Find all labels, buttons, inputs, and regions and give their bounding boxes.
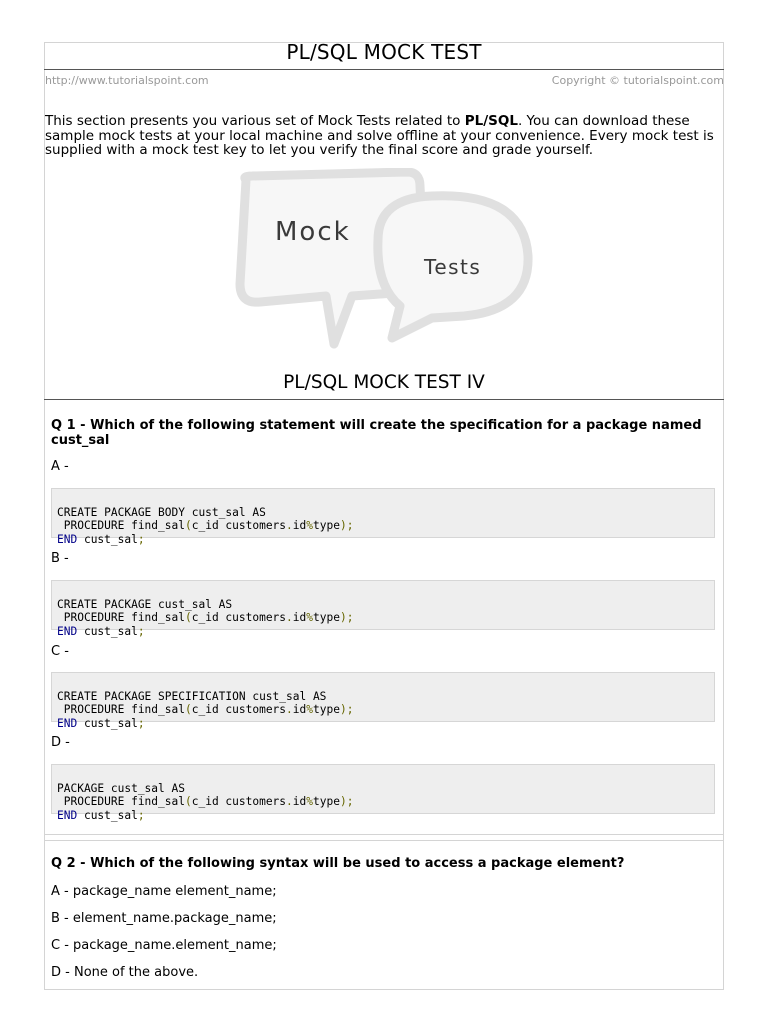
- subtitle-divider: [44, 399, 724, 400]
- intro-text-before: This section presents you various set of Mock Tests related to: [45, 113, 465, 129]
- option-b-code: [51, 580, 715, 639]
- code-line: END cust_sal;: [57, 809, 145, 823]
- code-line: CREATE PACKAGE cust_sal AS: [57, 597, 233, 611]
- site-url[interactable]: http://www.tutorialspoint.com: [45, 74, 209, 87]
- copyright-text: Copyright © tutorialspoint.com: [551, 74, 724, 87]
- question-divider: [44, 840, 724, 841]
- question-divider: [44, 834, 724, 835]
- code-line: PACKAGE cust_sal AS: [57, 781, 185, 795]
- mock-tests-logo: [232, 168, 537, 368]
- title-divider: [44, 69, 724, 70]
- code-line: PROCEDURE find_sal(c_id customers.id%type);: [57, 795, 354, 809]
- intro-text-after: . You can download these sample mock tests at your local machine and solve offline at your convenience. Every mock test is supplied with a mock test key to let you verify the final score and grade yourself.: [45, 113, 714, 158]
- intro-paragraph: [45, 114, 725, 158]
- code-line: PROCEDURE find_sal(c_id customers.id%type);: [57, 611, 354, 625]
- option-c-code: [51, 672, 715, 731]
- question-2-text: Q 2 - Which of the following syntax will be used to access a package element?: [51, 856, 625, 871]
- q2-option-d: D - None of the above.: [51, 965, 199, 980]
- option-a-label: A -: [51, 459, 69, 474]
- option-d-code: [51, 764, 715, 823]
- code-line: CREATE PACKAGE BODY cust_sal AS: [57, 505, 266, 519]
- option-d-label: D -: [51, 735, 70, 750]
- code-line: END cust_sal;: [57, 625, 145, 639]
- test-subtitle: PL/SQL MOCK TEST IV: [283, 372, 485, 393]
- page-title: PL/SQL MOCK TEST: [286, 40, 482, 64]
- code-line: END cust_sal;: [57, 533, 145, 547]
- q2-option-b: B - element_name.package_name;: [51, 911, 277, 926]
- intro-bold-term: PL/SQL: [464, 113, 518, 129]
- code-line: END cust_sal;: [57, 717, 145, 731]
- option-b-label: B -: [51, 551, 69, 566]
- q2-option-a: A - package_name element_name;: [51, 884, 277, 899]
- option-a-code: [51, 488, 715, 547]
- code-line: PROCEDURE find_sal(c_id customers.id%type);: [57, 519, 354, 533]
- option-c-label: C -: [51, 644, 69, 659]
- logo-word-tests: Tests: [424, 255, 482, 279]
- code-line: CREATE PACKAGE SPECIFICATION cust_sal AS: [57, 689, 327, 703]
- logo-word-mock: Mock: [275, 217, 351, 247]
- code-line: PROCEDURE find_sal(c_id customers.id%type);: [57, 703, 354, 717]
- question-1-text: Q 1 - Which of the following statement will create the specification for a package named cust_sal: [51, 418, 702, 448]
- q2-option-c: C - package_name.element_name;: [51, 938, 277, 953]
